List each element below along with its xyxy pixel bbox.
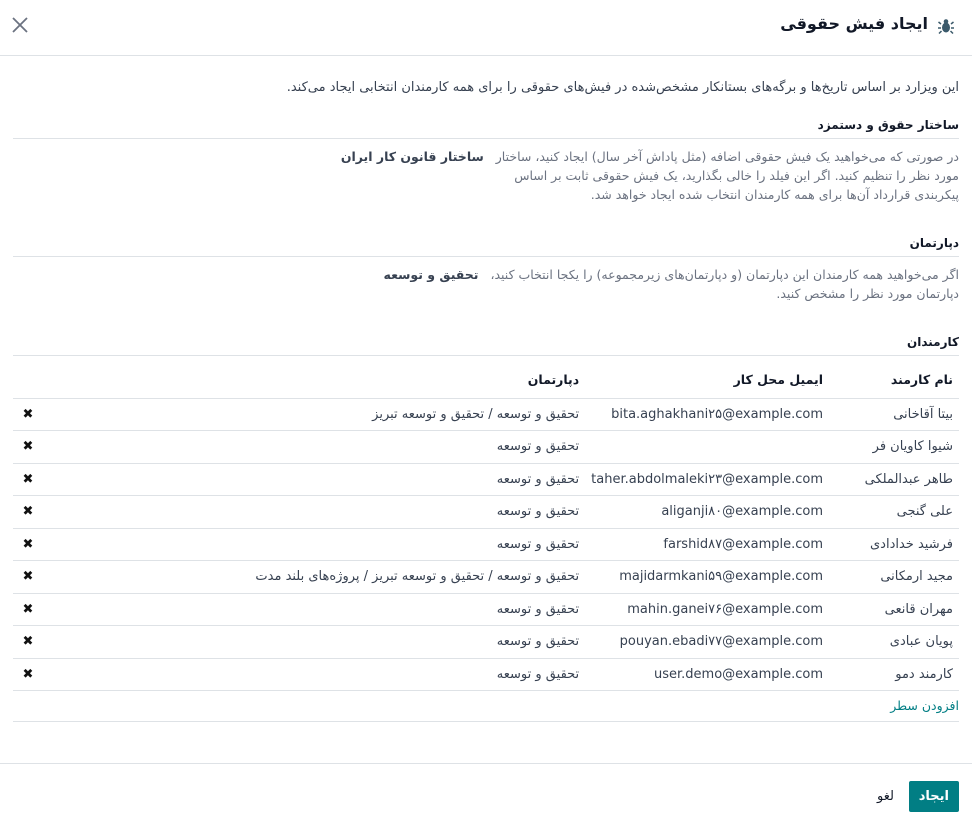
structure-help	[13, 147, 959, 204]
employee-email-cell: pouyan.ebadi۷۷@example.com	[585, 626, 829, 659]
employee-department-cell: تحقیق و توسعه	[43, 658, 585, 691]
employee-department-cell: تحقیق و توسعه	[43, 626, 585, 659]
department-help-line2: دپارتمان مورد نظر را مشخص کنید.	[776, 286, 959, 301]
add-line-button[interactable]: افزودن سطر	[890, 698, 959, 713]
employee-name-cell: کارمند دمو	[829, 658, 959, 691]
structure-help-line1: در صورتی که می‌خواهید یک فیش حقوقی اضافه (مثل پاداش آخر سال) ایجاد کنید، ساختار ساختار قانون کار ایران	[340, 149, 959, 164]
table-row[interactable]	[13, 496, 959, 529]
employee-department-cell: تحقیق و توسعه	[43, 496, 585, 529]
delete-row-icon[interactable]: ✖	[13, 593, 43, 626]
delete-row-icon[interactable]: ✖	[13, 398, 43, 431]
employee-department-cell: تحقیق و توسعه / تحقیق و توسعه تبریز / پروژه‌های بلند مدت	[43, 561, 585, 594]
employee-name-cell: مهران قانعی	[829, 593, 959, 626]
intro-text: این ویزارد بر اساس تاریخ‌ها و برگه‌های بستانکار مشخص‌شده در فیش‌های حقوقی را برای همه کارمندان انتخابی ایجاد می‌کند.	[286, 80, 959, 95]
employee-email-cell: farshid۸۷@example.com	[585, 528, 829, 561]
column-header-email[interactable]: ایمیل محل کار	[585, 362, 829, 398]
employee-name-cell: مجید ارمکانی	[829, 561, 959, 594]
employees-table	[13, 362, 959, 691]
delete-row-icon[interactable]: ✖	[13, 658, 43, 691]
employee-department-cell: تحقیق و توسعه	[43, 463, 585, 496]
employees-table-body	[13, 398, 959, 691]
employee-email-cell: mahin.ganei۷۶@example.com	[585, 593, 829, 626]
department-help-line1: اگر می‌خواهید همه کارمندان این دپارتمان (و دپارتمان‌های زیرمجموعه) را یکجا انتخاب کنید، تحقیق و توسعه	[383, 267, 959, 282]
table-row[interactable]	[13, 658, 959, 691]
table-header-row	[13, 362, 959, 398]
employee-email-cell: user.demo@example.com	[585, 658, 829, 691]
create-button[interactable]: ایجاد	[909, 781, 959, 812]
employee-department-cell: تحقیق و توسعه / تحقیق و توسعه تبریز	[43, 398, 585, 431]
employee-name-cell: علی گنجی	[829, 496, 959, 529]
department-section-title: دپارتمان	[13, 236, 959, 257]
table-row[interactable]	[13, 593, 959, 626]
delete-row-icon[interactable]: ✖	[13, 561, 43, 594]
delete-row-icon[interactable]: ✖	[13, 431, 43, 464]
cancel-button[interactable]: لغو	[871, 781, 900, 812]
structure-value[interactable]: ساختار قانون کار ایران	[340, 149, 484, 164]
table-row[interactable]	[13, 561, 959, 594]
employee-name-cell: شیوا کاویان فر	[829, 431, 959, 464]
structure-help-line3: پیکربندی قرارداد آن‌ها برای همه کارمندان انتخاب شده ایجاد خواهد شد.	[590, 187, 959, 202]
column-header-delete	[13, 362, 43, 398]
employee-email-cell: taher.abdolmaleki۲۳@example.com	[585, 463, 829, 496]
column-header-name[interactable]: نام کارمند	[829, 362, 959, 398]
employee-department-cell: تحقیق و توسعه	[43, 593, 585, 626]
employee-department-cell: تحقیق و توسعه	[43, 431, 585, 464]
structure-help-line2: مورد نظر را تنظیم کنید. اگر این فیلد را خالی بگذارید، یک فیش حقوقی ثابت بر اساس	[514, 168, 959, 183]
bug-icon	[936, 16, 956, 36]
employee-name-cell: طاهر عبدالملکی	[829, 463, 959, 496]
employee-email-cell: bita.aghakhani۲۵@example.com	[585, 398, 829, 431]
table-row[interactable]	[13, 528, 959, 561]
employee-email-cell	[585, 431, 829, 464]
department-help	[13, 265, 959, 303]
table-row[interactable]	[13, 398, 959, 431]
table-row[interactable]	[13, 463, 959, 496]
employee-name-cell: فرشید خدادادی	[829, 528, 959, 561]
employees-section-title: کارمندان	[13, 335, 959, 356]
employee-name-cell: بیتا آقاخانی	[829, 398, 959, 431]
table-row[interactable]	[13, 431, 959, 464]
employee-department-cell: تحقیق و توسعه	[43, 528, 585, 561]
dialog-footer	[0, 763, 972, 823]
employee-email-cell: majidarmkani۵۹@example.com	[585, 561, 829, 594]
structure-section-title: ساختار حقوق و دستمزد	[13, 118, 959, 139]
dialog-header	[0, 0, 972, 56]
dialog-body	[0, 56, 972, 762]
delete-row-icon[interactable]: ✖	[13, 626, 43, 659]
dialog-title: ایجاد فیش حقوقی	[780, 14, 928, 33]
delete-row-icon[interactable]: ✖	[13, 528, 43, 561]
department-value[interactable]: تحقیق و توسعه	[383, 267, 479, 282]
table-row[interactable]	[13, 626, 959, 659]
employee-email-cell: aliganji۸۰@example.com	[585, 496, 829, 529]
column-header-department[interactable]: دپارتمان	[43, 362, 585, 398]
delete-row-icon[interactable]: ✖	[13, 496, 43, 529]
close-icon[interactable]	[10, 15, 30, 35]
employee-name-cell: پویان عبادی	[829, 626, 959, 659]
delete-row-icon[interactable]: ✖	[13, 463, 43, 496]
add-line-row	[13, 690, 959, 722]
